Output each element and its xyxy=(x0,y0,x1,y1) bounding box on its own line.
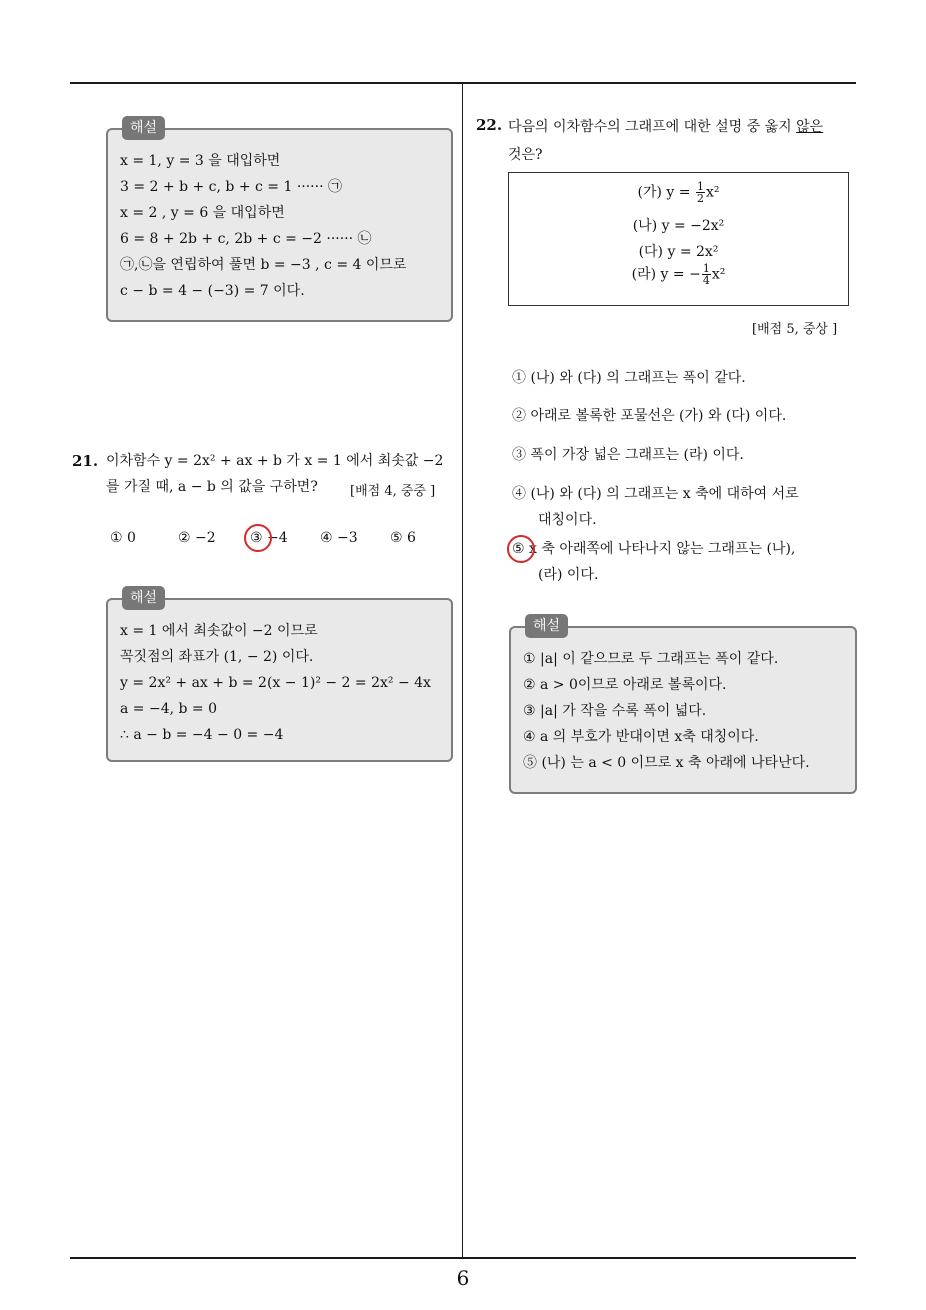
answer-circle-mark xyxy=(244,524,272,552)
solution-tag: 해설 xyxy=(122,116,165,140)
choice-5[interactable]: ⑤ x 축 아래쪽에 나타나지 않는 그래프는 (나), xyxy=(512,541,796,557)
choice-1[interactable]: ① 0 xyxy=(110,530,136,546)
question-text: 를 가질 때, a − b 의 값을 구하면? xyxy=(106,479,318,495)
denominator: 4 xyxy=(702,274,710,287)
q22-solution-box xyxy=(509,618,857,794)
question-text xyxy=(508,114,823,140)
choice-5-cont: (라) 이다. xyxy=(538,567,599,583)
solution-line: x = 1 에서 최솟값이 −2 이므로 xyxy=(120,623,318,639)
function-d-suffix: x² xyxy=(711,266,726,283)
points-label: [배점 4, 중중 ] xyxy=(350,484,436,499)
solution-line: c − b = 4 − (−3) = 7 이다. xyxy=(120,283,305,299)
q21-solution-box xyxy=(106,590,453,762)
function-a-suffix: x² xyxy=(705,184,720,201)
denominator: 2 xyxy=(696,192,704,205)
function-d-prefix: (라) y = − xyxy=(631,266,701,283)
solution-line: ㉠,㉡을 연립하여 풀면 b = −3 , c = 4 이므로 xyxy=(120,257,407,273)
solution-line: ⑤ (나) 는 a < 0 이므로 x 축 아래에 나타난다. xyxy=(523,755,810,771)
choice-4[interactable]: ④ −3 xyxy=(320,530,358,546)
points-label: [배점 5, 중상 ] xyxy=(752,322,838,337)
choice-4[interactable]: ④ (나) 와 (다) 의 그래프는 x 축에 대하여 서로 xyxy=(512,486,799,502)
question-text-part: 다음의 이차함수의 그래프에 대한 설명 중 옳지 xyxy=(508,119,797,135)
function-d xyxy=(509,263,848,286)
choice-3[interactable]: ③ 폭이 가장 넓은 그래프는 (라) 이다. xyxy=(512,447,744,463)
solution-tag: 해설 xyxy=(525,614,568,638)
page-number: 6 xyxy=(456,1266,470,1290)
function-c: (다) y = 2x² xyxy=(638,244,719,260)
function-b: (나) y = −2x² xyxy=(632,218,725,234)
bottom-rule xyxy=(70,1257,856,1259)
numerator: 1 xyxy=(696,180,704,193)
solution-tag: 해설 xyxy=(122,586,165,610)
solution-line: ④ a 의 부호가 반대이면 x축 대칭이다. xyxy=(523,729,759,745)
fraction xyxy=(696,181,705,204)
numerator: 1 xyxy=(702,262,710,275)
functions-frame xyxy=(508,172,849,306)
solution-line: ① |a| 이 같으므로 두 그래프는 폭이 같다. xyxy=(523,651,779,667)
solution-line: y = 2x² + ax + b = 2(x − 1)² − 2 = 2x² − 4x xyxy=(120,675,431,691)
q20-solution-box xyxy=(106,120,453,322)
solution-line: 6 = 8 + 2b + c, 2b + c = −2 ······ ㉡ xyxy=(120,231,372,247)
question-number: 22. xyxy=(476,116,503,134)
choice-1[interactable]: ① (나) 와 (다) 의 그래프는 폭이 같다. xyxy=(512,370,746,386)
solution-line: 3 = 2 + b + c, b + c = 1 ······ ㉠ xyxy=(120,179,342,195)
choice-3[interactable]: ③ −4 xyxy=(250,530,288,546)
function-a-prefix: (가) y = xyxy=(637,184,695,201)
solution-line: ③ |a| 가 작을 수록 폭이 넓다. xyxy=(523,703,707,719)
choice-4-cont: 대칭이다. xyxy=(538,512,597,528)
solution-line: ② a > 0이므로 아래로 볼록이다. xyxy=(523,677,727,693)
question-text: 이차함수 y = 2x² + ax + b 가 x = 1 에서 최솟값 −2 xyxy=(106,453,444,469)
solution-line: x = 1, y = 3 을 대입하면 xyxy=(120,153,281,169)
underlined-word: 않은 xyxy=(796,119,824,135)
choice-2[interactable]: ② −2 xyxy=(178,530,216,546)
solution-line: x = 2 , y = 6 을 대입하면 xyxy=(120,205,285,221)
column-divider xyxy=(462,84,463,1258)
fraction xyxy=(702,263,711,286)
solution-line: ∴ a − b = −4 − 0 = −4 xyxy=(120,727,284,743)
solution-line: a = −4, b = 0 xyxy=(120,701,218,717)
question-text: 것은? xyxy=(508,147,543,163)
solution-line: 꼭짓점의 좌표가 (1, − 2) 이다. xyxy=(120,649,314,665)
answer-circle-mark xyxy=(507,535,535,563)
choice-5[interactable]: ⑤ 6 xyxy=(390,530,416,546)
choice-2[interactable]: ② 아래로 볼록한 포물선은 (가) 와 (다) 이다. xyxy=(512,408,787,424)
question-number: 21. xyxy=(72,452,99,470)
top-rule xyxy=(70,82,856,84)
function-a xyxy=(509,181,848,204)
